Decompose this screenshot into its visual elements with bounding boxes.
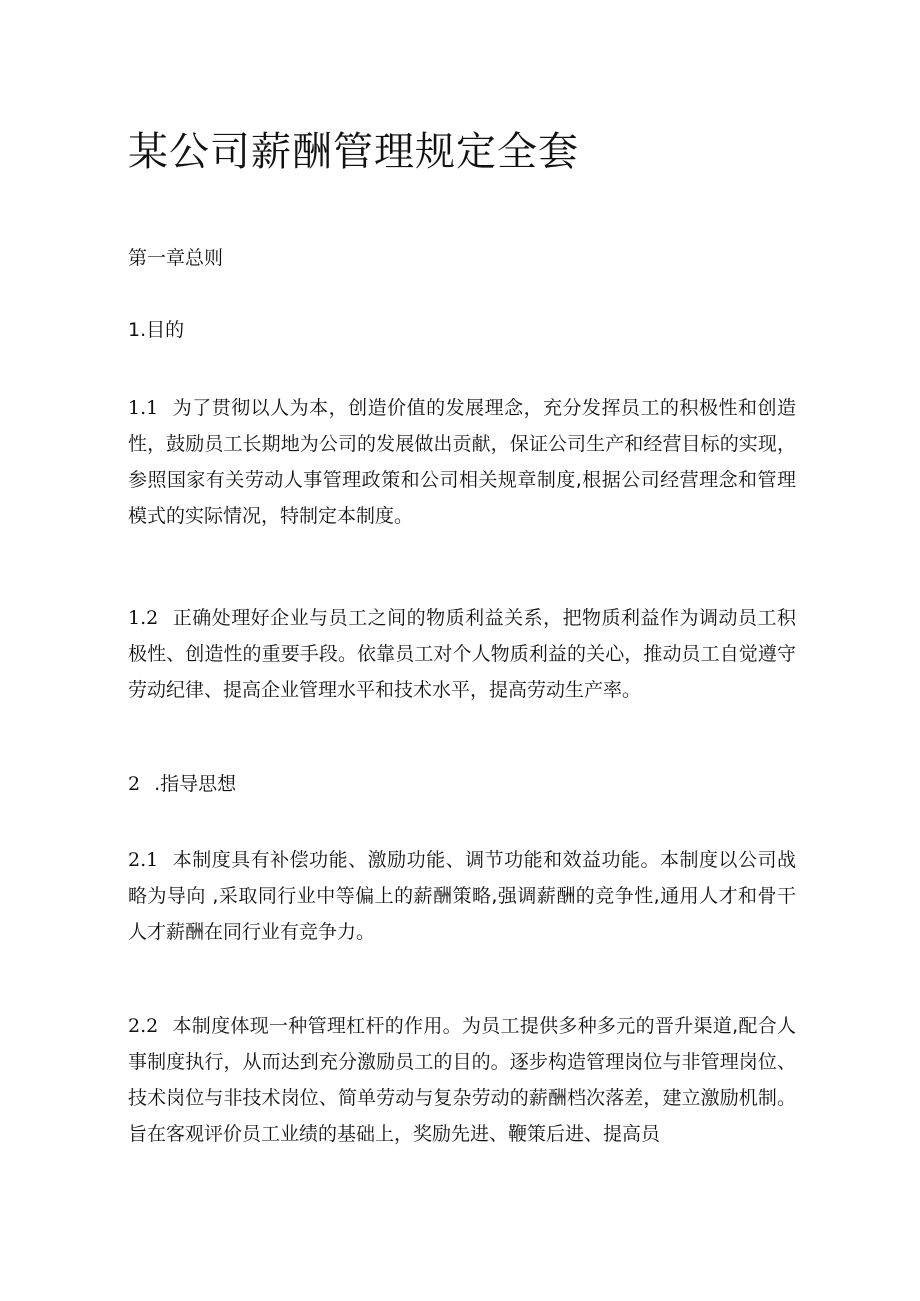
paragraph-1-2: [128, 600, 796, 708]
section-number: 2: [128, 773, 141, 795]
clause-number: 2.1: [128, 849, 159, 871]
paragraph-1-1: [128, 390, 796, 534]
clause-number: 1.2: [128, 607, 159, 629]
paragraph-2-1: [128, 842, 796, 950]
section-heading-guiding-thought: [128, 766, 796, 802]
clause-text: 为了贯彻以人为本，创造价值的发展理念，充分发挥员工的积极性和创造性，鼓励员工长期地为公司的发展做出贡献，保证公司生产和经营目标的实现，参照国家有关劳动人事管理政策和公司相关规章制度,根据公司经营理念和管理模式的实际情况，特制定本制度。: [128, 397, 796, 527]
clause-text: 本制度具有补偿功能、激励功能、调节功能和效益功能。本制度以公司战略为导向 ,采取同行业中等偏上的薪酬策略,强调薪酬的竞争性,通用人才和骨干人才薪酬在同行业有竞争力。: [128, 849, 796, 943]
paragraph-2-2: [128, 1008, 796, 1152]
clause-number: 2.2: [128, 1015, 159, 1037]
section-heading-purpose: 1.目的: [128, 319, 185, 341]
document-title: 某公司薪酬管理规定全套: [128, 129, 579, 175]
clause-text: 正确处理好企业与员工之间的物质利益关系，把物质利益作为调动员工积极性、创造性的重要手段。依靠员工对个人物质利益的关心，推动员工自觉遵守劳动纪律、提高企业管理水平和技术水平，提高劳动生产率。: [128, 607, 796, 701]
chapter-heading: 第一章总则: [128, 247, 224, 269]
clause-number: 1.1: [128, 397, 159, 419]
clause-text: 本制度体现一种管理杠杆的作用。为员工提供多种多元的晋升渠道,配合人事制度执行，从而达到充分激励员工的目的。逐步构造管理岗位与非管理岗位、技术岗位与非技术岗位、简单劳动与复杂劳动的薪酬档次落差，建立激励机制。旨在客观评价员工业绩的基础上，奖励先进、鞭策后进、提高员: [128, 1015, 796, 1145]
section-heading-text: .指导思想: [154, 773, 237, 795]
